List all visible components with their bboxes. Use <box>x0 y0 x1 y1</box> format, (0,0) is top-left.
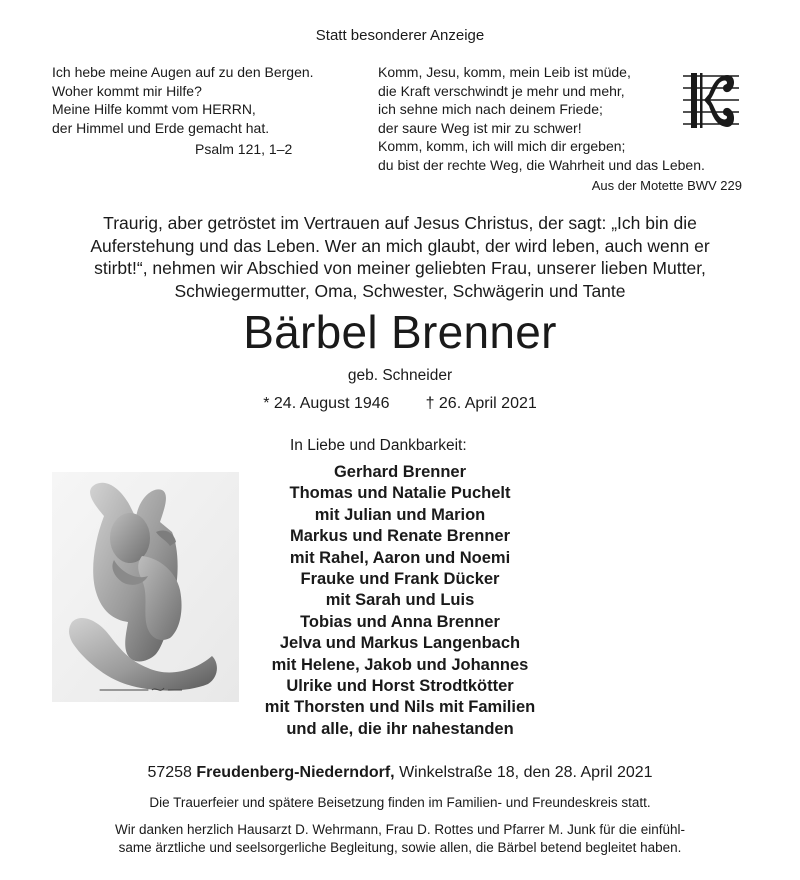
mourner-entry: und alle, die ihr nahestanden <box>286 719 514 738</box>
psalm-quote <box>52 63 352 137</box>
mourner-entry: mit Julian und Marion <box>314 505 486 524</box>
psalm-line: Meine Hilfe kommt vom HERRN, <box>52 101 256 117</box>
poem-line: Komm, komm, ich will mich dir ergeben; <box>378 138 626 154</box>
town: Freudenberg-Niederndorf, <box>196 764 395 781</box>
poem-line: die Kraft verschwindt je mehr und mehr, <box>378 82 625 99</box>
poem-line: ich sehne mich nach deinem Friede; <box>378 101 603 117</box>
mourner-entry: mit Rahel, Aaron und Noemi <box>289 548 511 567</box>
intro-line: Auferstehung und das Leben. Wer an mich glaubt, der wird leben, auch wenn er <box>90 235 710 256</box>
psalm-line: der Himmel und Erde gemacht hat. <box>52 119 270 136</box>
address-line <box>0 764 800 782</box>
mourner-entry: Jelva und Markus Langenbach <box>279 634 521 653</box>
mourner-entry: Ulrike und Horst Strodtkötter <box>286 677 514 696</box>
mourner-entry: mit Sarah und Luis <box>325 591 475 610</box>
intro-text <box>0 212 800 302</box>
postcode: 57258 <box>147 764 192 781</box>
life-dates <box>0 395 800 413</box>
maiden-name: geb. Schneider <box>347 367 453 384</box>
mourners-intro: In Liebe und Dankbarkeit: <box>290 437 467 454</box>
thanks-line: Wir danken herzlich Hausarzt D. Wehrmann, Frau D. Rottes und Pfarrer M. Junk für die einfühl- <box>115 822 685 837</box>
mourner-entry: Gerhard Brenner <box>333 463 467 481</box>
intro-line: stirbt!“, nehmen wir Abschied von meiner geliebten Frau, unserer lieben Mutter, <box>94 258 706 278</box>
mourner-entry: mit Thorsten und Nils mit Familien <box>264 698 536 717</box>
poem-line: Komm, Jesu, komm, mein Leib ist müde, <box>378 64 631 80</box>
birth-date: * 24. August 1946 <box>263 395 390 412</box>
mourners-list <box>200 462 600 740</box>
poem-source: Aus der Motette BWV 229 <box>591 178 742 193</box>
alto-clef-icon <box>683 70 739 132</box>
thanks-line: same ärztliche und seelsorgerliche Begleitung, sowie allen, die Bärbel betend begleitet haben. <box>118 840 682 855</box>
mourner-entry: Frauke und Frank Dücker <box>300 570 500 589</box>
death-date: † 26. April 2021 <box>425 395 537 412</box>
header-line: Statt besonderer Anzeige <box>315 27 485 44</box>
deceased-name: Bärbel Brenner <box>243 306 557 358</box>
psalm-line: Ich hebe meine Augen auf zu den Bergen. <box>52 64 314 80</box>
mourner-entry: Tobias und Anna Brenner <box>300 612 500 631</box>
poem-line: du bist der rechte Weg, die Wahrheit und das Leben. <box>378 156 705 173</box>
intro-line: Traurig, aber getröstet im Vertrauen auf Jesus Christus, der sagt: „Ich bin die <box>103 213 697 233</box>
intro-line: Schwiegermutter, Oma, Schwester, Schwägerin und Tante <box>174 280 626 301</box>
poem-line: der saure Weg ist mir zu schwer! <box>378 119 582 136</box>
psalm-reference: Psalm 121, 1–2 <box>195 141 293 157</box>
thanks-note <box>0 821 800 857</box>
street-date: Winkelstraße 18, den 28. April 2021 <box>399 764 653 781</box>
psalm-line: Woher kommt mir Hilfe? <box>52 82 202 99</box>
funeral-note: Die Trauerfeier und spätere Beisetzung finden im Familien- und Freundeskreis statt. <box>149 795 651 810</box>
mourner-entry: Markus und Renate Brenner <box>289 527 511 546</box>
mourner-entry: mit Helene, Jakob und Johannes <box>271 655 529 674</box>
mourner-entry: Thomas und Natalie Puchelt <box>289 484 511 503</box>
